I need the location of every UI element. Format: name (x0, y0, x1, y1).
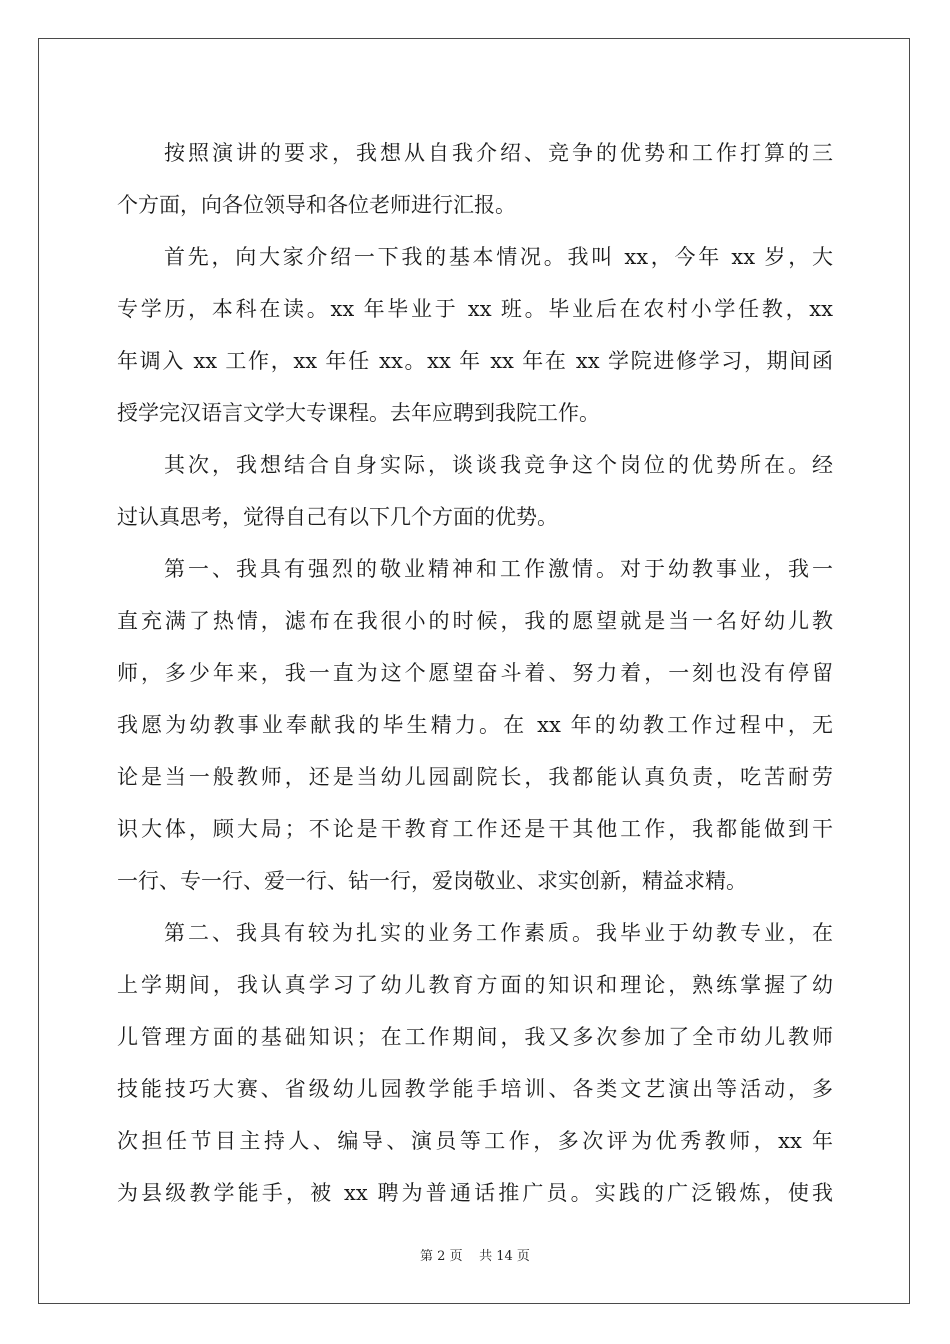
paragraph-line: 其次，我想结合自身实际，谈谈我竞争这个岗位的优势所在。经 (164, 453, 833, 477)
paragraph-line: 年调入 xx 工作，xx 年任 xx。xx 年 xx 年在 xx 学院进修学习，期间函 (117, 349, 833, 373)
paragraph-line: 授学完汉语言文学大专课程。去年应聘到我院工作。 (117, 401, 600, 425)
paragraph-line: 过认真思考，觉得自己有以下几个方面的优势。 (117, 505, 558, 529)
paragraph-line: 次担任节目主持人、编导、演员等工作，多次评为优秀教师，xx 年 (117, 1129, 833, 1153)
paragraph-line: 第一、我具有强烈的敬业精神和工作激情。对于幼教事业，我一 (164, 557, 833, 581)
paragraph-line: 论是当一般教师，还是当幼儿园副院长，我都能认真负责，吃苦耐劳 (117, 765, 833, 789)
paragraph-line: 个方面，向各位领导和各位老师进行汇报。 (117, 193, 516, 217)
page-footer (0, 1245, 950, 1264)
paragraph-line: 识大体，顾大局；不论是干教育工作还是干其他工作，我都能做到干 (117, 817, 833, 841)
paragraph-line: 上学期间，我认真学习了幼儿教育方面的知识和理论，熟练掌握了幼 (117, 973, 833, 997)
document-body (117, 127, 833, 1219)
paragraph-line: 一行、专一行、爱一行、钻一行，爱岗敬业、求实创新，精益求精。 (117, 869, 747, 893)
paragraph-line: 我愿为幼教事业奉献我的毕生精力。在 xx 年的幼教工作过程中，无 (117, 713, 833, 737)
paragraph-line: 专学历，本科在读。xx 年毕业于 xx 班。毕业后在农村小学任教，xx (117, 297, 833, 321)
page-number: 第 2 页 (420, 1249, 463, 1264)
paragraph-line: 师，多少年来，我一直为这个愿望奋斗着、努力着，一刻也没有停留 (117, 661, 833, 685)
paragraph-line: 为县级教学能手，被 xx 聘为普通话推广员。实践的广泛锻炼，使我 (117, 1181, 833, 1205)
paragraph-line: 儿管理方面的基础知识；在工作期间，我又多次参加了全市幼儿教师 (117, 1025, 833, 1049)
paragraph-line: 技能技巧大赛、省级幼儿园教学能手培训、各类文艺演出等活动，多 (117, 1077, 833, 1101)
paragraph-line: 第二、我具有较为扎实的业务工作素质。我毕业于幼教专业，在 (164, 921, 833, 945)
paragraph-line: 首先，向大家介绍一下我的基本情况。我叫 xx，今年 xx 岁，大 (164, 245, 833, 269)
paragraph-line: 直充满了热情，滤布在我很小的时候，我的愿望就是当一名好幼儿教 (117, 609, 833, 633)
page-total: 共 14 页 (479, 1249, 530, 1264)
paragraph-line: 按照演讲的要求，我想从自我介绍、竞争的优势和工作打算的三 (164, 141, 833, 165)
